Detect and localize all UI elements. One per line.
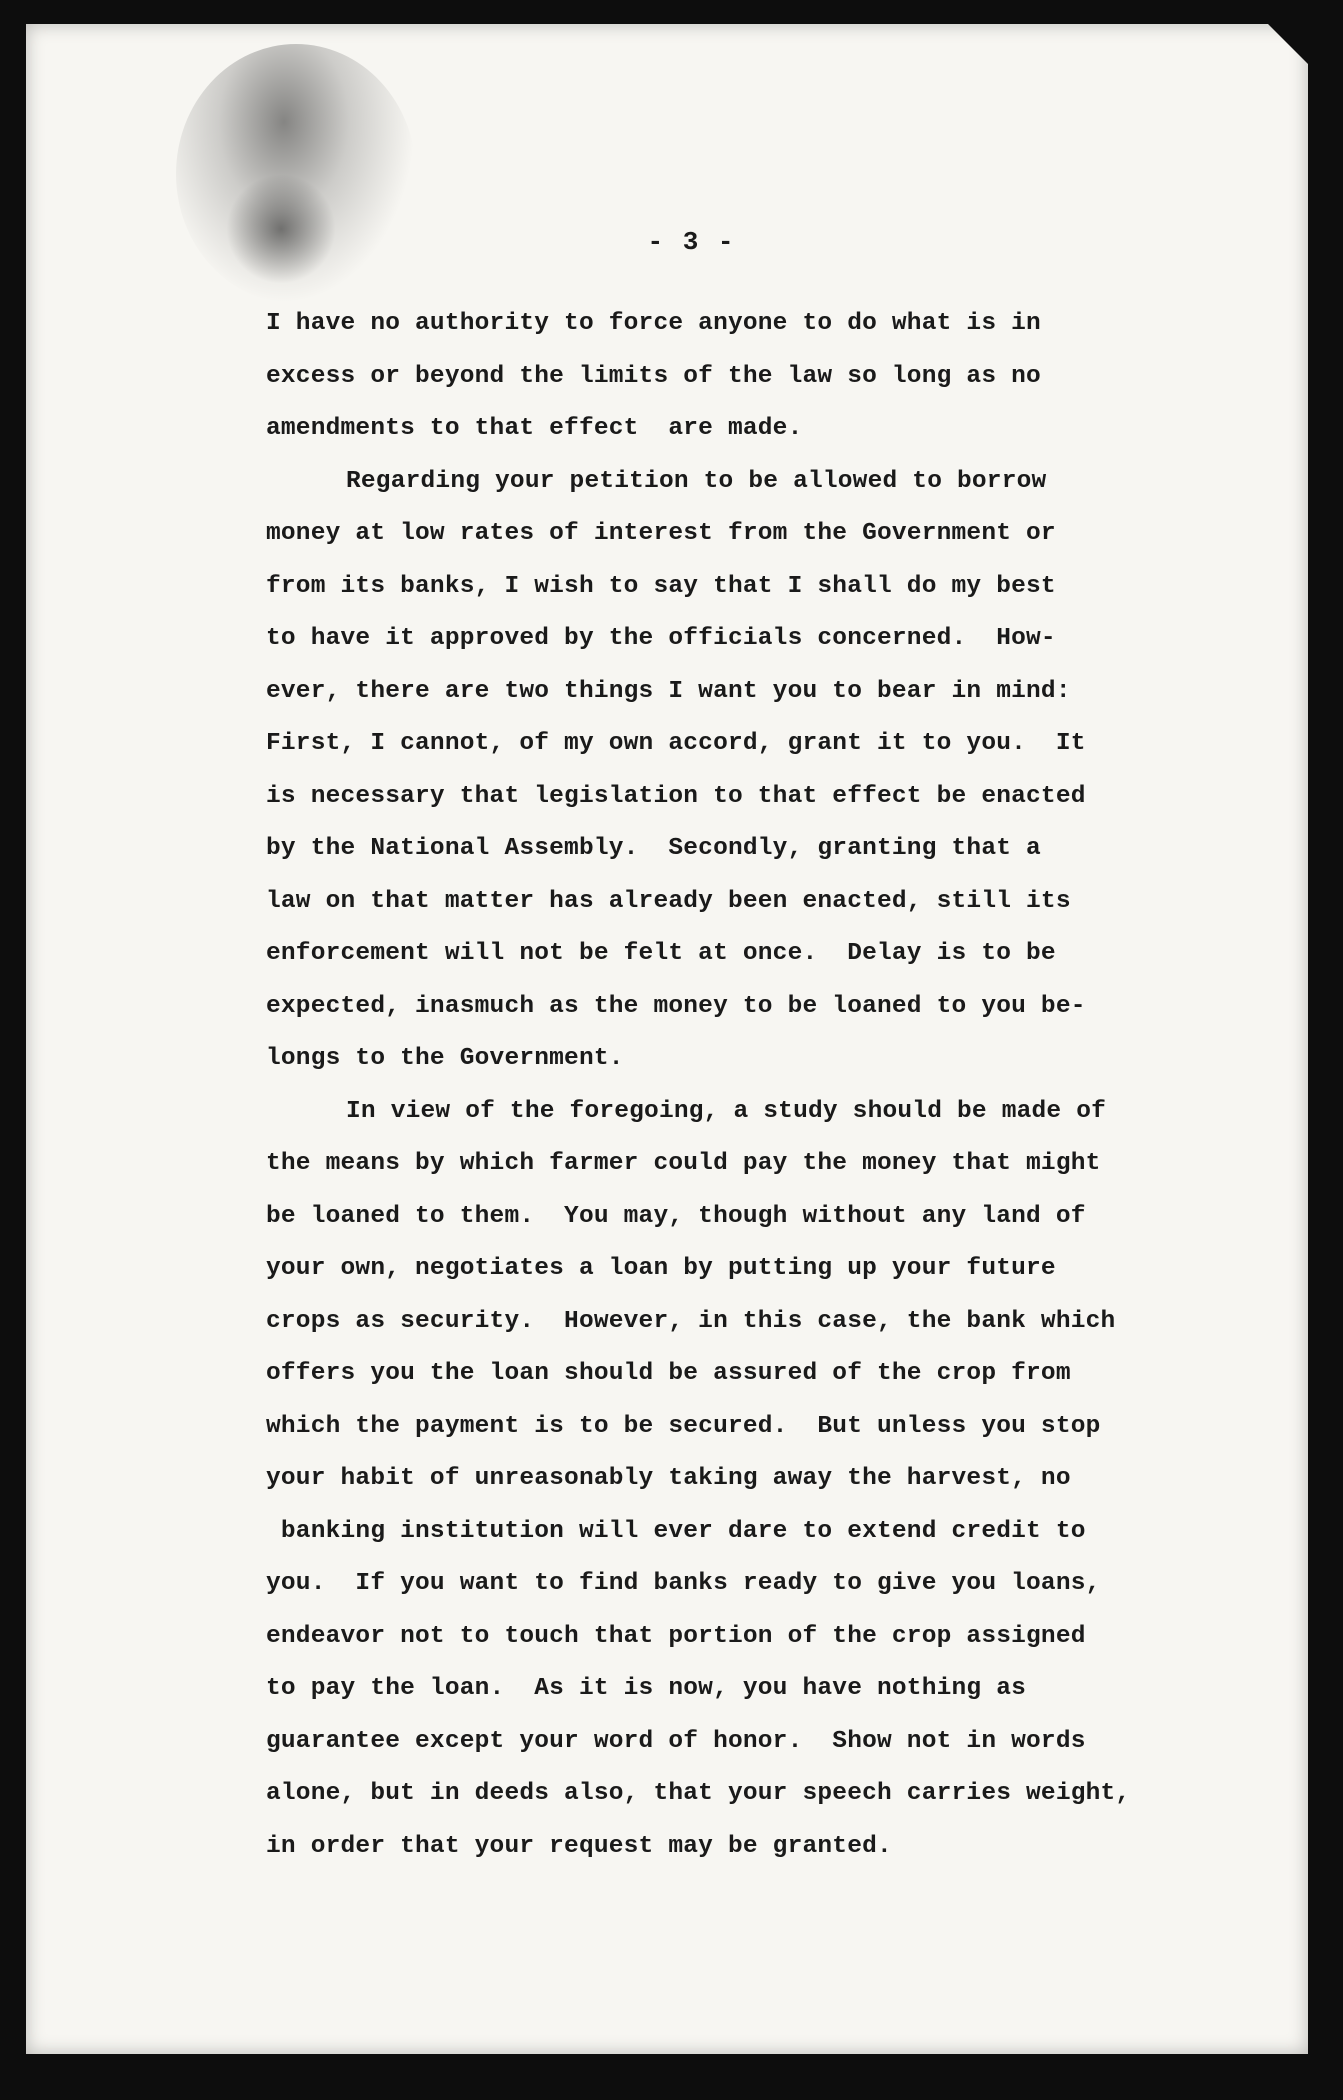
text-line: law on that matter has already been enacted, still its (266, 887, 1071, 915)
folded-corner (1268, 24, 1308, 64)
paragraph (266, 1086, 1206, 1874)
text-line: guarantee except your word of honor. Show not in words (266, 1727, 1086, 1755)
text-line: amendments to that effect are made. (266, 415, 803, 442)
text-line: expected, inasmuch as the money to be loaned to you be- (266, 992, 1086, 1020)
text-line: you. If you want to find banks ready to give you loans, (266, 1570, 1101, 1597)
text-line: to pay the loan. As it is now, you have nothing as (266, 1675, 1027, 1702)
text-line: longs to the Government. (266, 1045, 624, 1072)
text-line: which the payment is to be secured. But unless you stop (266, 1412, 1101, 1440)
text-line: crops as security. However, in this case, the bank which (266, 1307, 1116, 1335)
text-line: your habit of unreasonably taking away the harvest, no (266, 1465, 1071, 1492)
text-line: I have no authority to force anyone to do what is in (266, 310, 1041, 337)
text-line: First, I cannot, of my own accord, grant it to you. It (266, 730, 1086, 757)
text-line: money at low rates of interest from the Government or (266, 520, 1056, 547)
text-line: In view of the foregoing, a study should be made of (346, 1097, 1107, 1125)
text-line: be loaned to them. You may, though without any land of (266, 1202, 1086, 1230)
text-line: your own, negotiates a loan by putting up your future (266, 1255, 1056, 1282)
page-number: - 3 - (647, 227, 736, 257)
text-line: from its banks, I wish to say that I shall do my best (266, 572, 1056, 600)
paragraph (266, 456, 1206, 1086)
text-line: alone, but in deeds also, that your speech carries weight, (266, 1780, 1131, 1807)
paragraph (266, 298, 1206, 456)
text-line: Regarding your petition to be allowed to borrow (346, 467, 1047, 495)
text-line: in order that your request may be granted. (266, 1832, 892, 1860)
text-line: is necessary that legislation to that effect be enacted (266, 782, 1086, 810)
text-line: the means by which farmer could pay the money that might (266, 1150, 1101, 1177)
text-line: by the National Assembly. Secondly, granting that a (266, 835, 1041, 862)
text-line: endeavor not to touch that portion of the crop assigned (266, 1622, 1086, 1650)
text-line: excess or beyond the limits of the law so long as no (266, 362, 1041, 390)
text-line: banking institution will ever dare to extend credit to (266, 1517, 1086, 1545)
text-line: enforcement will not be felt at once. Delay is to be (266, 940, 1056, 967)
text-line: ever, there are two things I want you to bear in mind: (266, 677, 1071, 705)
text-line: to have it approved by the officials concerned. How- (266, 625, 1056, 652)
typed-letter-body (266, 298, 1206, 1873)
text-line: offers you the loan should be assured of the crop from (266, 1360, 1071, 1387)
